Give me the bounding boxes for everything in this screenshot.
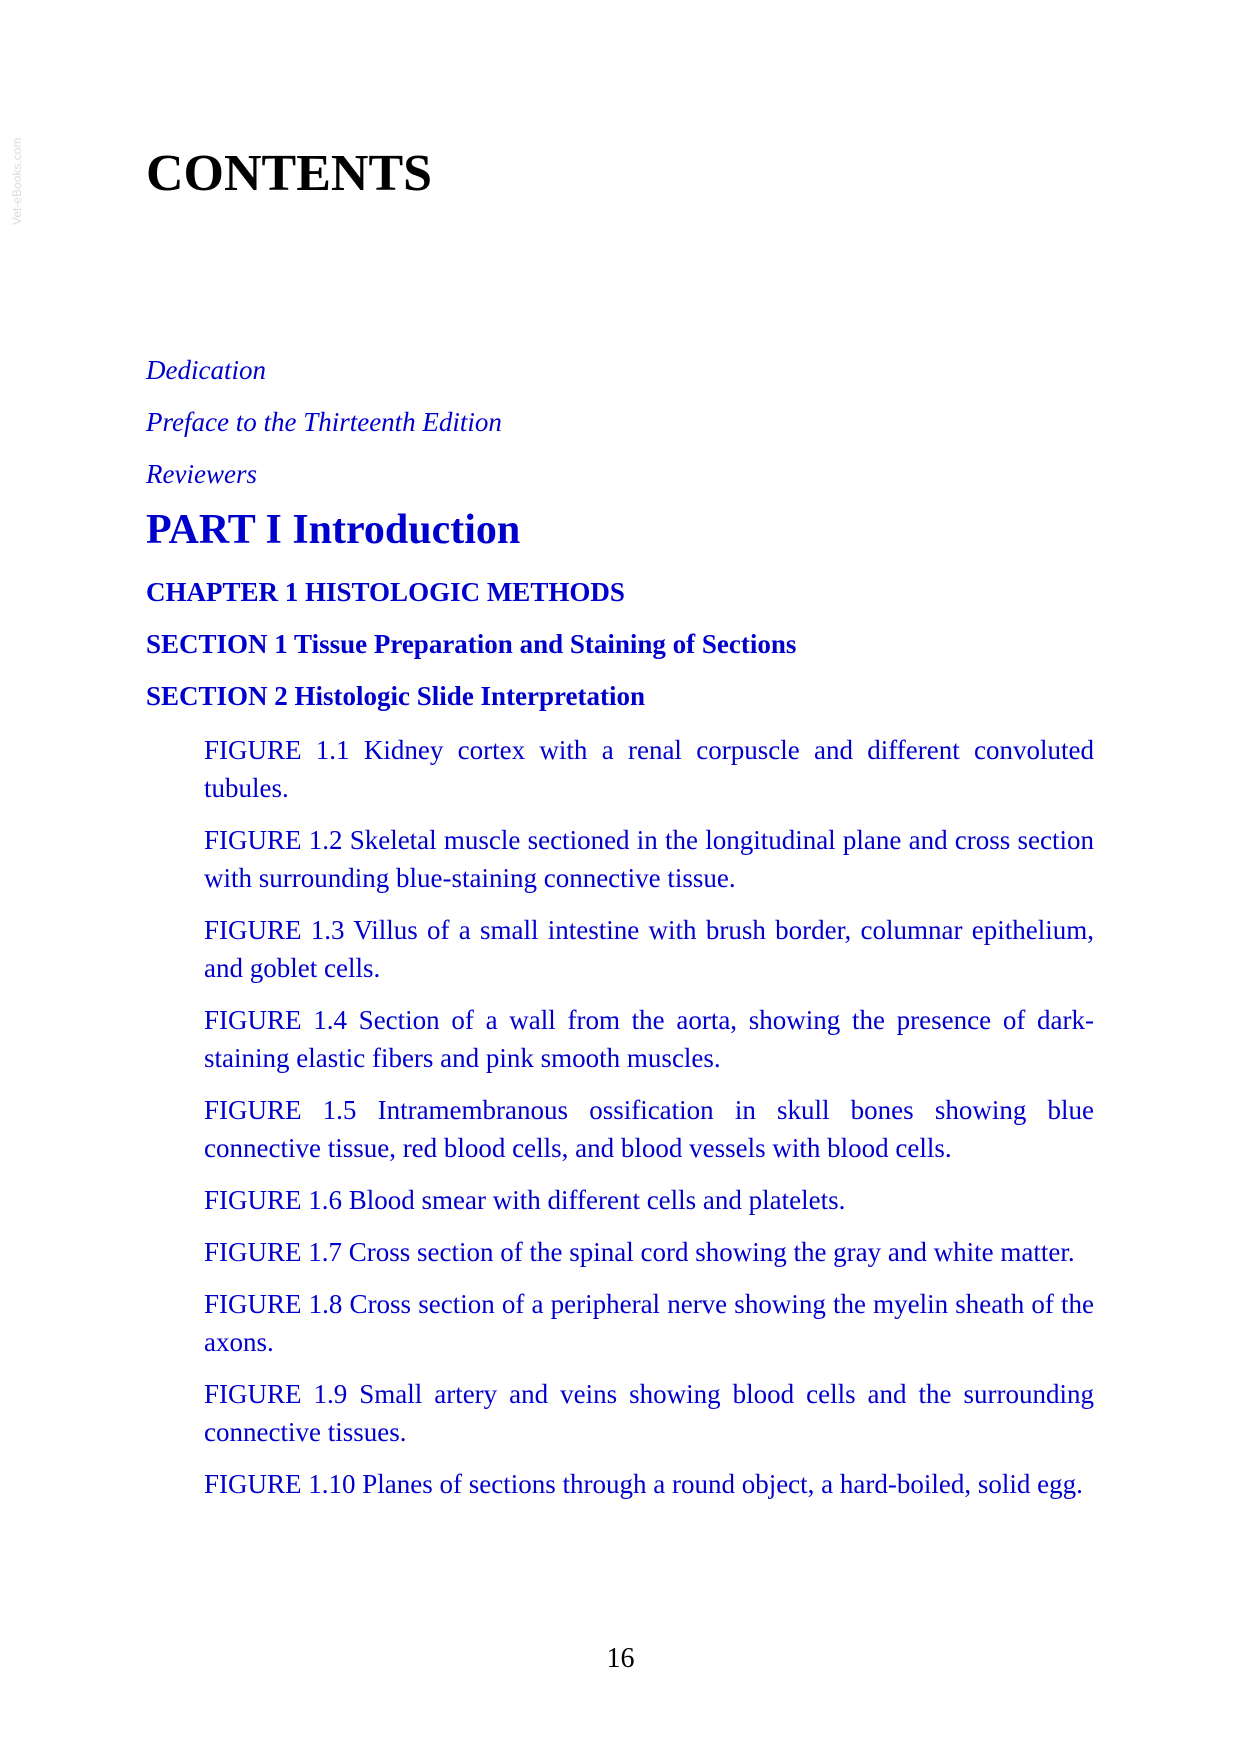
toc-link-dedication[interactable]: Dedication — [146, 355, 266, 385]
toc-link-reviewers[interactable]: Reviewers — [146, 459, 257, 489]
toc-link-figure-1-4[interactable]: FIGURE 1.4 Section of a wall from the aorta, showing the presence of dark-staining elastic fibers and pink smooth muscles. — [204, 1005, 1094, 1073]
toc-link-part-1[interactable]: PART I Introduction — [146, 507, 521, 553]
table-of-contents — [146, 353, 1094, 1517]
toc-link-figure-1-10[interactable]: FIGURE 1.10 Planes of sections through a round object, a hard-boiled, solid egg. — [204, 1469, 1083, 1499]
toc-link-figure-1-2[interactable]: FIGURE 1.2 Skeletal muscle sectioned in the longitudinal plane and cross section with surrounding blue-staining connective tissue. — [204, 825, 1094, 893]
toc-link-figure-1-5[interactable]: FIGURE 1.5 Intramembranous ossification in skull bones showing blue connective tissue, red blood cells, and blood vessels with blood cells. — [204, 1095, 1094, 1163]
toc-link-preface[interactable]: Preface to the Thirteenth Edition — [146, 407, 502, 437]
toc-link-figure-1-6[interactable]: FIGURE 1.6 Blood smear with different cells and platelets. — [204, 1185, 846, 1215]
toc-link-figure-1-1[interactable]: FIGURE 1.1 Kidney cortex with a renal corpuscle and different convoluted tubules. — [204, 735, 1094, 803]
toc-link-figure-1-7[interactable]: FIGURE 1.7 Cross section of the spinal cord showing the gray and white matter. — [204, 1237, 1075, 1267]
watermark-text: Vet-eBooks.com — [10, 137, 24, 225]
page-number: 16 — [606, 1643, 635, 1674]
toc-link-section-1[interactable]: SECTION 1 Tissue Preparation and Staining of Sections — [146, 629, 797, 659]
figure-list — [146, 731, 1094, 1503]
toc-link-chapter-1[interactable]: CHAPTER 1 HISTOLOGIC METHODS — [146, 577, 625, 607]
toc-link-figure-1-9[interactable]: FIGURE 1.9 Small artery and veins showing blood cells and the surrounding connective tissues. — [204, 1379, 1094, 1447]
toc-link-figure-1-3[interactable]: FIGURE 1.3 Villus of a small intestine with brush border, columnar epithelium, and goblet cells. — [204, 915, 1094, 983]
toc-link-section-2[interactable]: SECTION 2 Histologic Slide Interpretation — [146, 681, 646, 711]
toc-link-figure-1-8[interactable]: FIGURE 1.8 Cross section of a peripheral nerve showing the myelin sheath of the axons. — [204, 1289, 1094, 1357]
page-title: CONTENTS — [146, 145, 433, 202]
